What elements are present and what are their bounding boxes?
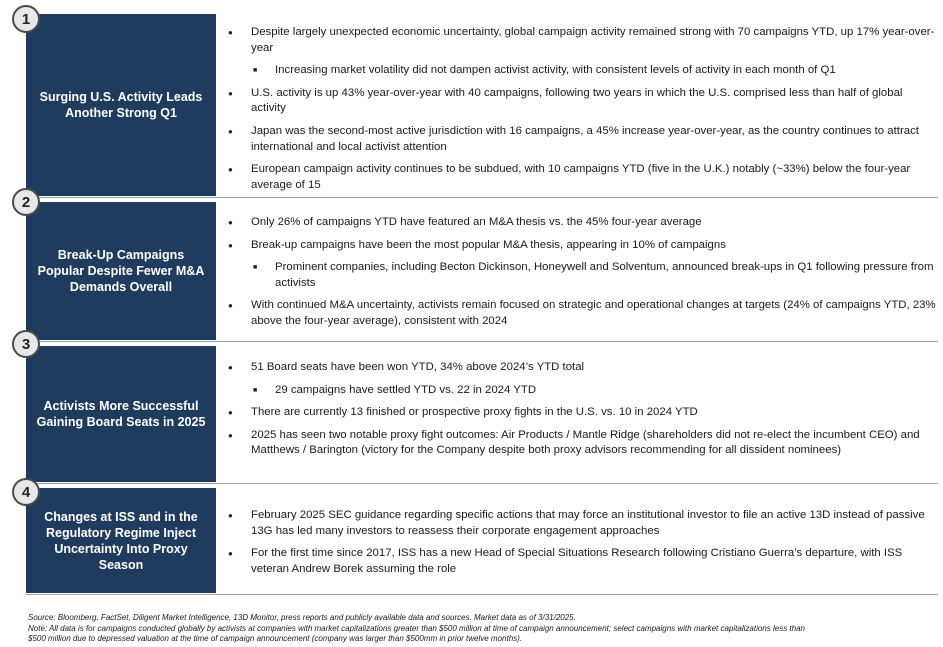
section-3-content <box>226 346 938 482</box>
section-2-number-badge: 2 <box>12 188 40 216</box>
note-line-1: Note: All data is for campaigns conducted globally by activists at companies with market capitalizations greater than $500 million at time of campaign announcement; select campaigns with market capitalizations less than <box>28 623 805 633</box>
bullet: ● Japan was the second-most active jurisdiction with 16 campaigns, a 45% increase year-over-year, as the country continues to attract international and local activist attention <box>226 124 938 155</box>
section-1-number-badge: 1 <box>12 5 40 33</box>
bullet: ● February 2025 SEC guidance regarding specific actions that may force an institutional investor to file an active 13D instead of passive 13G has led many investors to reassess their corporate engagement approaches <box>226 508 938 539</box>
bullet: ● 2025 has seen two notable proxy fight outcomes: Air Products / Mantle Ridge (shareholders did not re-elect the incumbent CEO) and Matthews / Barington (victory for the Company despite both proxy advisors recommending for all dissident nominees) <box>226 428 938 459</box>
divider <box>26 341 938 342</box>
section-4 <box>26 488 938 593</box>
section-2-title: Break-Up Campaigns Popular Despite Fewer M&A Demands Overall <box>26 202 216 340</box>
section-3 <box>26 346 938 482</box>
section-1-title: Surging U.S. Activity Leads Another Strong Q1 <box>26 14 216 196</box>
sub-bullet: ■ 29 campaigns have settled YTD vs. 22 in 2024 YTD <box>226 383 938 399</box>
section-4-title: Changes at ISS and in the Regulatory Regime Inject Uncertainty Into Proxy Season <box>26 488 216 593</box>
section-1 <box>26 14 938 196</box>
sub-bullet: ■ Prominent companies, including Becton Dickinson, Honeywell and Solventum, announced break-ups in Q1 following pressure from activists <box>226 260 938 291</box>
divider <box>26 197 938 198</box>
note-line-2: $500 million due to depressed valuation at the time of campaign announcement (company was larger than $500mm in prior twelve months). <box>28 634 523 643</box>
divider <box>26 483 938 484</box>
bullet: ● European campaign activity continues to be subdued, with 10 campaigns YTD (five in the U.K.) notably (~33%) below the four-year average of 15 <box>226 162 938 193</box>
section-2-bullets <box>226 215 938 330</box>
section-4-number-badge: 4 <box>12 478 40 506</box>
section-4-content <box>226 488 938 593</box>
sub-bullet: ■ Increasing market volatility did not dampen activist activity, with consistent levels of activity in each month of Q1 <box>226 63 938 79</box>
bullet: ● U.S. activity is up 43% year-over-year with 40 campaigns, following two years in which the U.S. comprised less than half of global activity <box>226 86 938 117</box>
section-1-content <box>226 14 938 196</box>
section-3-title: Activists More Successful Gaining Board Seats in 2025 <box>26 346 216 482</box>
bullet: ● Despite largely unexpected economic uncertainty, global campaign activity remained strong with 70 campaigns YTD, up 17% year-over-year <box>226 25 938 56</box>
section-3-number-badge: 3 <box>12 330 40 358</box>
bullet: ● Only 26% of campaigns YTD have featured an M&A thesis vs. the 45% four-year average <box>226 215 938 231</box>
bullet: ● With continued M&A uncertainty, activists remain focused on strategic and operational changes at targets (24% of campaigns YTD, 23% above the four-year average), consistent with 2024 <box>226 298 938 329</box>
bullet: ● For the first time since 2017, ISS has a new Head of Special Situations Research following Cristiano Guerra’s departure, with ISS veteran Andrew Borek assuming the role <box>226 546 938 577</box>
section-3-bullets <box>226 360 938 459</box>
section-1-bullets <box>226 25 938 193</box>
footnotes <box>28 613 940 645</box>
section-4-bullets <box>226 508 938 577</box>
bullet: ● 51 Board seats have been won YTD, 34% above 2024’s YTD total <box>226 360 938 376</box>
section-2 <box>26 202 938 340</box>
divider <box>26 594 938 595</box>
bullet: ● There are currently 13 finished or prospective proxy fights in the U.S. vs. 10 in 2024 YTD <box>226 405 938 421</box>
section-2-content <box>226 202 938 340</box>
bullet: ● Break-up campaigns have been the most popular M&A thesis, appearing in 10% of campaigns <box>226 238 938 254</box>
source-note: Source: Bloomberg, FactSet, Diligent Market Intelligence, 13D Monitor, press reports and publicly available data and sources. Market data as of 3/31/2025. <box>28 613 576 622</box>
